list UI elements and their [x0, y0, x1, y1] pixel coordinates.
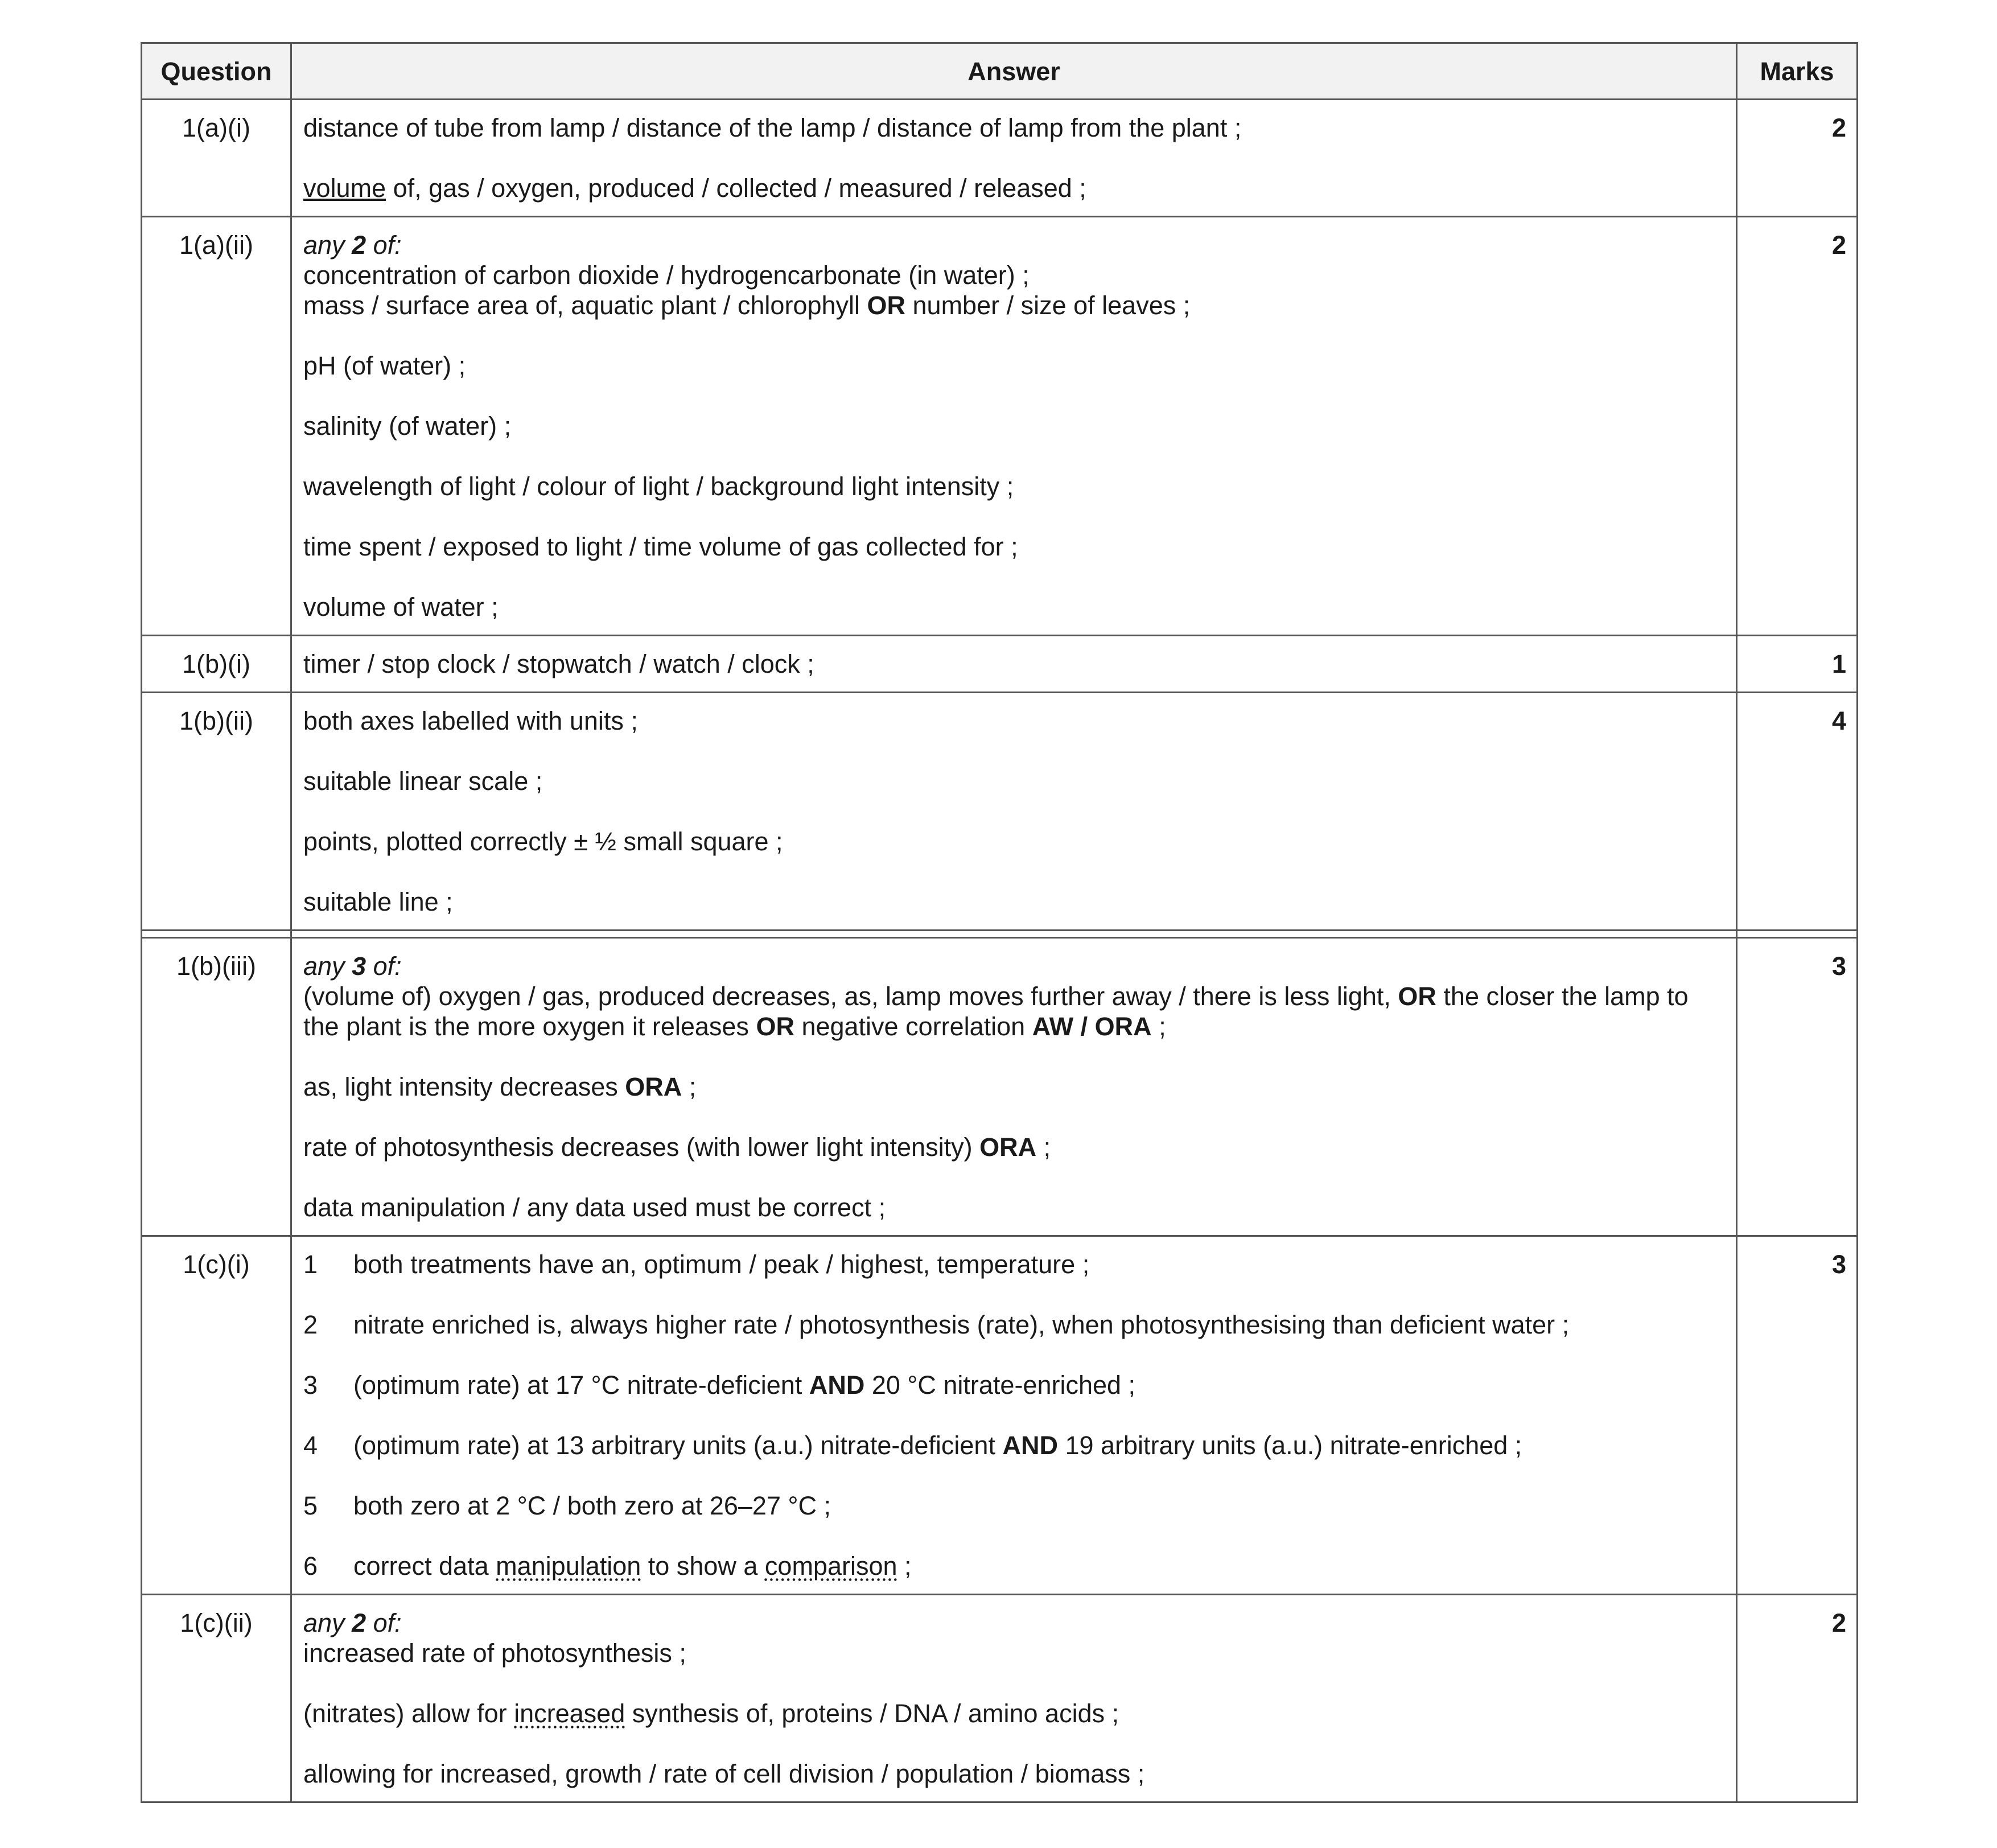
table-row	[142, 1236, 1858, 1595]
answer-text: (optimum rate) at 13 arbitrary units (a.u.) nitrate-deficient	[353, 1431, 1003, 1460]
any-of-instruction	[303, 951, 1724, 981]
keyword-aw-ora: AW / ORA	[1032, 1012, 1152, 1041]
keyword-or: OR	[867, 291, 906, 320]
table-row	[142, 217, 1858, 636]
table-row	[142, 693, 1858, 931]
question-number: 1(b)(ii)	[142, 693, 291, 931]
point-number: 5	[303, 1491, 318, 1520]
answer-line: increased rate of photosynthesis ;	[303, 1639, 686, 1668]
answer-cell	[291, 938, 1737, 1236]
answer-line	[303, 1072, 1724, 1102]
marks-value: 2	[1737, 217, 1858, 636]
answer-text: ;	[897, 1551, 912, 1581]
answer-text: synthesis of, proteins / DNA / amino acids ;	[625, 1699, 1119, 1728]
keyword-and: AND	[1002, 1431, 1058, 1460]
point-number: 6	[303, 1551, 318, 1581]
instruction-text: any	[303, 952, 352, 981]
dotted-underlined-term: comparison	[764, 1551, 897, 1581]
answer-line: data manipulation / any data used must be correct ;	[303, 1193, 886, 1222]
answer-text: negative correlation	[794, 1012, 1032, 1041]
answer-line: time spent / exposed to light / time volume of gas collected for ;	[303, 532, 1018, 561]
underlined-term: volume	[303, 174, 386, 203]
numbered-point	[303, 1430, 1724, 1460]
answer-text: 19 arbitrary units (a.u.) nitrate-enriched ;	[1057, 1431, 1522, 1460]
answer-cell	[291, 100, 1737, 217]
answer-text: (volume of) oxygen / gas, produced decreases, as, lamp moves further away / there is less light,	[303, 982, 1398, 1011]
answer-text: number / size of leaves ;	[905, 291, 1191, 320]
answer-text: (optimum rate) at 17 °C nitrate-deficient	[353, 1370, 809, 1400]
answer-line: allowing for increased, growth / rate of cell division / population / biomass ;	[303, 1759, 1145, 1788]
question-number: 1(b)(iii)	[142, 938, 291, 1236]
marks-value: 2	[1737, 100, 1858, 217]
header-marks: Marks	[1737, 43, 1858, 100]
header-answer: Answer	[291, 43, 1737, 100]
header-row	[142, 43, 1858, 100]
answer-line: distance of tube from lamp / distance of the lamp / distance of lamp from the plant ;	[303, 113, 1242, 142]
answer-line	[303, 1132, 1724, 1162]
answer-text: rate of photosynthesis decreases (with lower light intensity)	[303, 1133, 980, 1162]
page-break-separator	[142, 931, 1858, 938]
answer-line: pH (of water) ;	[303, 351, 466, 380]
numbered-point	[303, 1310, 1724, 1340]
answer-line: both axes labelled with units ;	[303, 706, 638, 735]
numbered-point	[303, 1551, 1724, 1581]
marks-value: 3	[1737, 938, 1858, 1236]
answer-text: mass / surface area of, aquatic plant / chlorophyll	[303, 291, 867, 320]
answer-cell	[291, 1595, 1737, 1802]
answer-text: both zero at 2 °C / both zero at 26–27 °C ;	[353, 1491, 831, 1520]
table-row	[142, 938, 1858, 1236]
keyword-ora: ORA	[625, 1072, 682, 1101]
keyword-or: OR	[1398, 982, 1436, 1011]
answer-line: points, plotted correctly ± ½ small square ;	[303, 827, 783, 856]
numbered-point	[303, 1370, 1724, 1400]
answer-line	[303, 173, 1724, 203]
dotted-underlined-term: increased	[514, 1699, 625, 1728]
question-number: 1(c)(ii)	[142, 1595, 291, 1802]
answer-line	[303, 981, 1724, 1042]
numbered-point	[303, 1491, 1724, 1521]
answer-line	[303, 1698, 1724, 1728]
answer-cell	[291, 1236, 1737, 1595]
answer-line: wavelength of light / colour of light / background light intensity ;	[303, 472, 1014, 501]
instruction-text: of:	[366, 231, 402, 260]
question-number: 1(c)(i)	[142, 1236, 291, 1595]
point-number: 2	[303, 1310, 318, 1339]
answer-text: of, gas / oxygen, produced / collected / measured / released ;	[386, 174, 1086, 203]
marks-value: 2	[1737, 1595, 1858, 1802]
answer-text: nitrate enriched is, always higher rate / photosynthesis (rate), when photosynthesising than deficient water ;	[353, 1310, 1570, 1339]
table-row	[142, 100, 1858, 217]
mark-scheme-table	[141, 42, 1858, 1803]
answer-text: 20 °C nitrate-enriched ;	[864, 1370, 1136, 1400]
instruction-text: of:	[366, 952, 402, 981]
answer-line: timer / stop clock / stopwatch / watch / clock ;	[303, 649, 814, 678]
marks-value: 3	[1737, 1236, 1858, 1595]
instruction-text: any	[303, 231, 352, 260]
keyword-and: AND	[809, 1370, 865, 1400]
point-number: 1	[303, 1250, 318, 1279]
instruction-count: 2	[352, 1608, 367, 1637]
answer-line	[303, 290, 1724, 320]
answer-text: correct data	[353, 1551, 496, 1581]
answer-cell	[291, 217, 1737, 636]
answer-line: suitable line ;	[303, 887, 453, 916]
marks-value: 1	[1737, 636, 1858, 693]
answer-line: concentration of carbon dioxide / hydrogencarbonate (in water) ;	[303, 261, 1030, 290]
table-row	[142, 1595, 1858, 1802]
answer-text: as, light intensity decreases	[303, 1072, 625, 1101]
numbered-point	[303, 1249, 1724, 1279]
answer-text: to show a	[641, 1551, 765, 1581]
question-number: 1(a)(ii)	[142, 217, 291, 636]
instruction-count: 2	[352, 231, 367, 260]
marks-value: 4	[1737, 693, 1858, 931]
answer-cell	[291, 693, 1737, 931]
any-of-instruction	[303, 1608, 1724, 1638]
answer-line: salinity (of water) ;	[303, 411, 512, 441]
dotted-underlined-term: manipulation	[496, 1551, 641, 1581]
question-number: 1(a)(i)	[142, 100, 291, 217]
point-number: 3	[303, 1370, 318, 1400]
instruction-count: 3	[352, 952, 367, 981]
answer-text: ;	[1151, 1012, 1166, 1041]
point-number: 4	[303, 1431, 318, 1460]
table-row	[142, 636, 1858, 693]
answer-cell	[291, 636, 1737, 693]
header-question: Question	[142, 43, 291, 100]
keyword-ora: ORA	[979, 1133, 1037, 1162]
answer-text: ;	[682, 1072, 697, 1101]
instruction-text: any	[303, 1608, 352, 1637]
keyword-or: OR	[756, 1012, 794, 1041]
answer-text: ;	[1036, 1133, 1051, 1162]
answer-line: suitable linear scale ;	[303, 767, 543, 796]
instruction-text: of:	[366, 1608, 402, 1637]
any-of-instruction	[303, 230, 1724, 260]
answer-text: (nitrates) allow for	[303, 1699, 514, 1728]
question-number: 1(b)(i)	[142, 636, 291, 693]
answer-text: both treatments have an, optimum / peak / highest, temperature ;	[353, 1250, 1090, 1279]
answer-text: the closer the lamp to the plant is the more oxygen it releases	[303, 982, 1689, 1041]
answer-line: volume of water ;	[303, 592, 499, 622]
